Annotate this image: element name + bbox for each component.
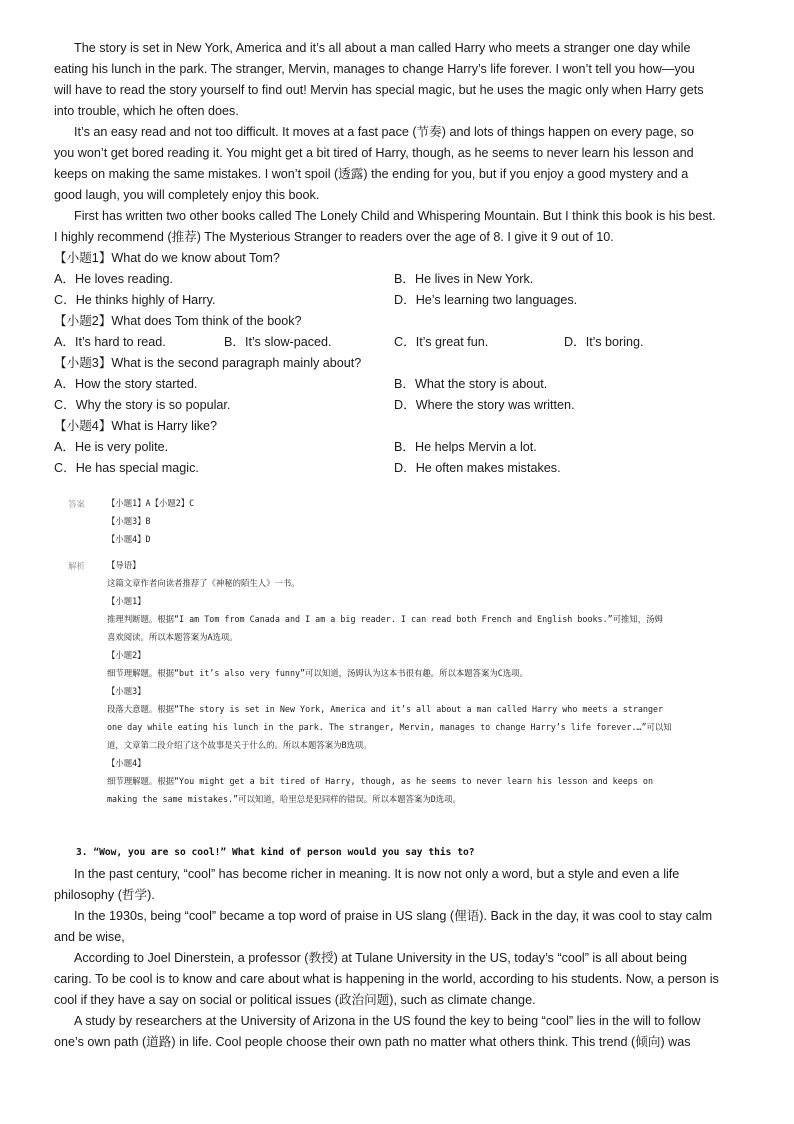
passage-line: and be wise, — [54, 930, 125, 944]
passage-line: good laugh, you will completely enjoy this book. — [54, 188, 320, 202]
passage-line: It’s an easy read and not too difficult. It moves at a fast pace (节奏) and lots of things happen on every page, so — [74, 125, 694, 139]
option-c: C．He has special magic. — [54, 461, 199, 475]
analysis-line: 道，文章第二段介绍了这个故事是关于什么的。所以本题答案为B选项。 — [107, 740, 372, 750]
question-heading: 3. “Wow, you are so cool!” What kind of person would you say this to? — [76, 847, 475, 858]
analysis-line: 推理判断题。根据“I am Tom from Canada and I am a big reader. I can read both French and English books.”可推知，汤姆 — [107, 614, 663, 624]
analysis-line: 【导语】 — [107, 560, 141, 570]
option-c: C．Why the story is so popular. — [54, 398, 231, 412]
question-stem: 【小题2】What does Tom think of the book? — [54, 314, 302, 328]
passage-line: philosophy (哲学). — [54, 888, 155, 902]
option-d: D．He’s learning two languages. — [394, 293, 578, 307]
option-d: D．Where the story was written. — [394, 398, 575, 412]
answer-line: 【小题3】B — [107, 516, 151, 526]
question-stem: 【小题3】What is the second paragraph mainly about? — [54, 356, 362, 370]
passage-line: you won’t get bored reading it. You might get a bit tired of Harry, though, as he seems to never learn his lesson and — [54, 146, 694, 160]
option-b: B．He helps Mervin a lot. — [394, 440, 537, 454]
option-a: A．It’s hard to read. — [54, 335, 166, 349]
option-d: D．It’s boring. — [564, 335, 644, 349]
answer-line: 【小题1】A【小题2】C — [107, 498, 195, 508]
passage-line: I highly recommend (推荐) The Mysterious Stranger to readers over the age of 8. I give it 9 out of 10. — [54, 230, 614, 244]
analysis-line: 这篇文章作者向读者推荐了《神秘的陌生人》一书。 — [107, 578, 300, 588]
passage-line: eating his lunch in the park. The stranger, Mervin, manages to change Harry’s life forever. I won’t tell you how—you — [54, 62, 695, 76]
analysis-line: 【小题1】 — [107, 596, 146, 606]
analysis-line: one day while eating his lunch in the park. The stranger, Mervin, manages to change Harry’s life forever.…”可以知 — [107, 722, 672, 732]
option-a: A．He loves reading. — [54, 272, 174, 286]
question-stem: 【小题4】What is Harry like? — [54, 419, 218, 433]
passage-line: will have to read the story yourself to find out! Mervin has special magic, but he uses the magic only when Harry gets — [54, 83, 704, 97]
passage-line: cool if they have a say on social or political issues (政治问题), such as climate change. — [54, 993, 536, 1007]
passage-line: In the past century, “cool” has become richer in meaning. It is now not only a word, but a style and even a life — [74, 867, 680, 881]
passage-line: In the 1930s, being “cool” became a top word of praise in US slang (俚语). Back in the day, it was cool to stay calm — [74, 909, 713, 923]
question-stem: 【小题1】What do we know about Tom? — [54, 251, 280, 265]
passage-line: First has written two other books called The Lonely Child and Whispering Mountain. But I think this book is his best. — [74, 209, 716, 223]
passage-line: According to Joel Dinerstein, a professor (教授) at Tulane University in the US, today’s “cool” is all about being — [74, 951, 687, 965]
analysis-line: 喜欢阅读。所以本题答案为A选项。 — [107, 632, 238, 642]
answer-line: 【小题4】D — [107, 534, 151, 544]
analysis-line: 【小题2】 — [107, 650, 146, 660]
analysis-line: making the same mistakes.”可以知道，哈里总是犯同样的错误。所以本题答案为D选项。 — [107, 794, 461, 804]
passage-line: caring. To be cool is to know and care about what is happening in the world, according to his students. Now, a person is — [54, 972, 719, 986]
passage-line: into trouble, which he often does. — [54, 104, 239, 118]
option-d: D．He often makes mistakes. — [394, 461, 561, 475]
passage-line: A study by researchers at the University of Arizona in the US found the key to being “cool” lies in the will to follow — [74, 1014, 701, 1028]
analysis-label: 解析 — [68, 562, 86, 572]
analysis-line: 细节理解题。根据“You might get a bit tired of Harry, though, as he seems to never learn his lesson and keeps on — [107, 776, 654, 786]
option-b: B．It’s slow-paced. — [224, 335, 332, 349]
option-c: C．He thinks highly of Harry. — [54, 293, 216, 307]
analysis-line: 【小题4】 — [107, 758, 146, 768]
analysis-line: 段落大意题。根据“The story is set in New York, America and it’s all about a man called Harry who meets a stranger — [107, 704, 664, 714]
option-a: A．He is very polite. — [54, 440, 169, 454]
option-a: A．How the story started. — [54, 377, 198, 391]
analysis-line: 【小题3】 — [107, 686, 146, 696]
passage-line: The story is set in New York, America and it’s all about a man called Harry who meets a stranger one day while — [74, 41, 691, 55]
analysis-line: 细节理解题。根据“but it’s also very funny”可以知道，汤姆认为这本书很有趣。所以本题答案为C选项。 — [107, 668, 528, 678]
option-b: B．He lives in New York. — [394, 272, 534, 286]
passage-line: one’s own path (道路) in life. Cool people choose their own path no matter what others think. This trend (倾向) was — [54, 1035, 691, 1049]
option-b: B．What the story is about. — [394, 377, 548, 391]
passage-line: keeps on making the same mistakes. I won’t spoil (透露) the ending for you, but if you enjoy a good mystery and a — [54, 167, 689, 181]
option-c: C．It’s great fun. — [394, 335, 489, 349]
answer-label: 答案 — [68, 500, 86, 510]
